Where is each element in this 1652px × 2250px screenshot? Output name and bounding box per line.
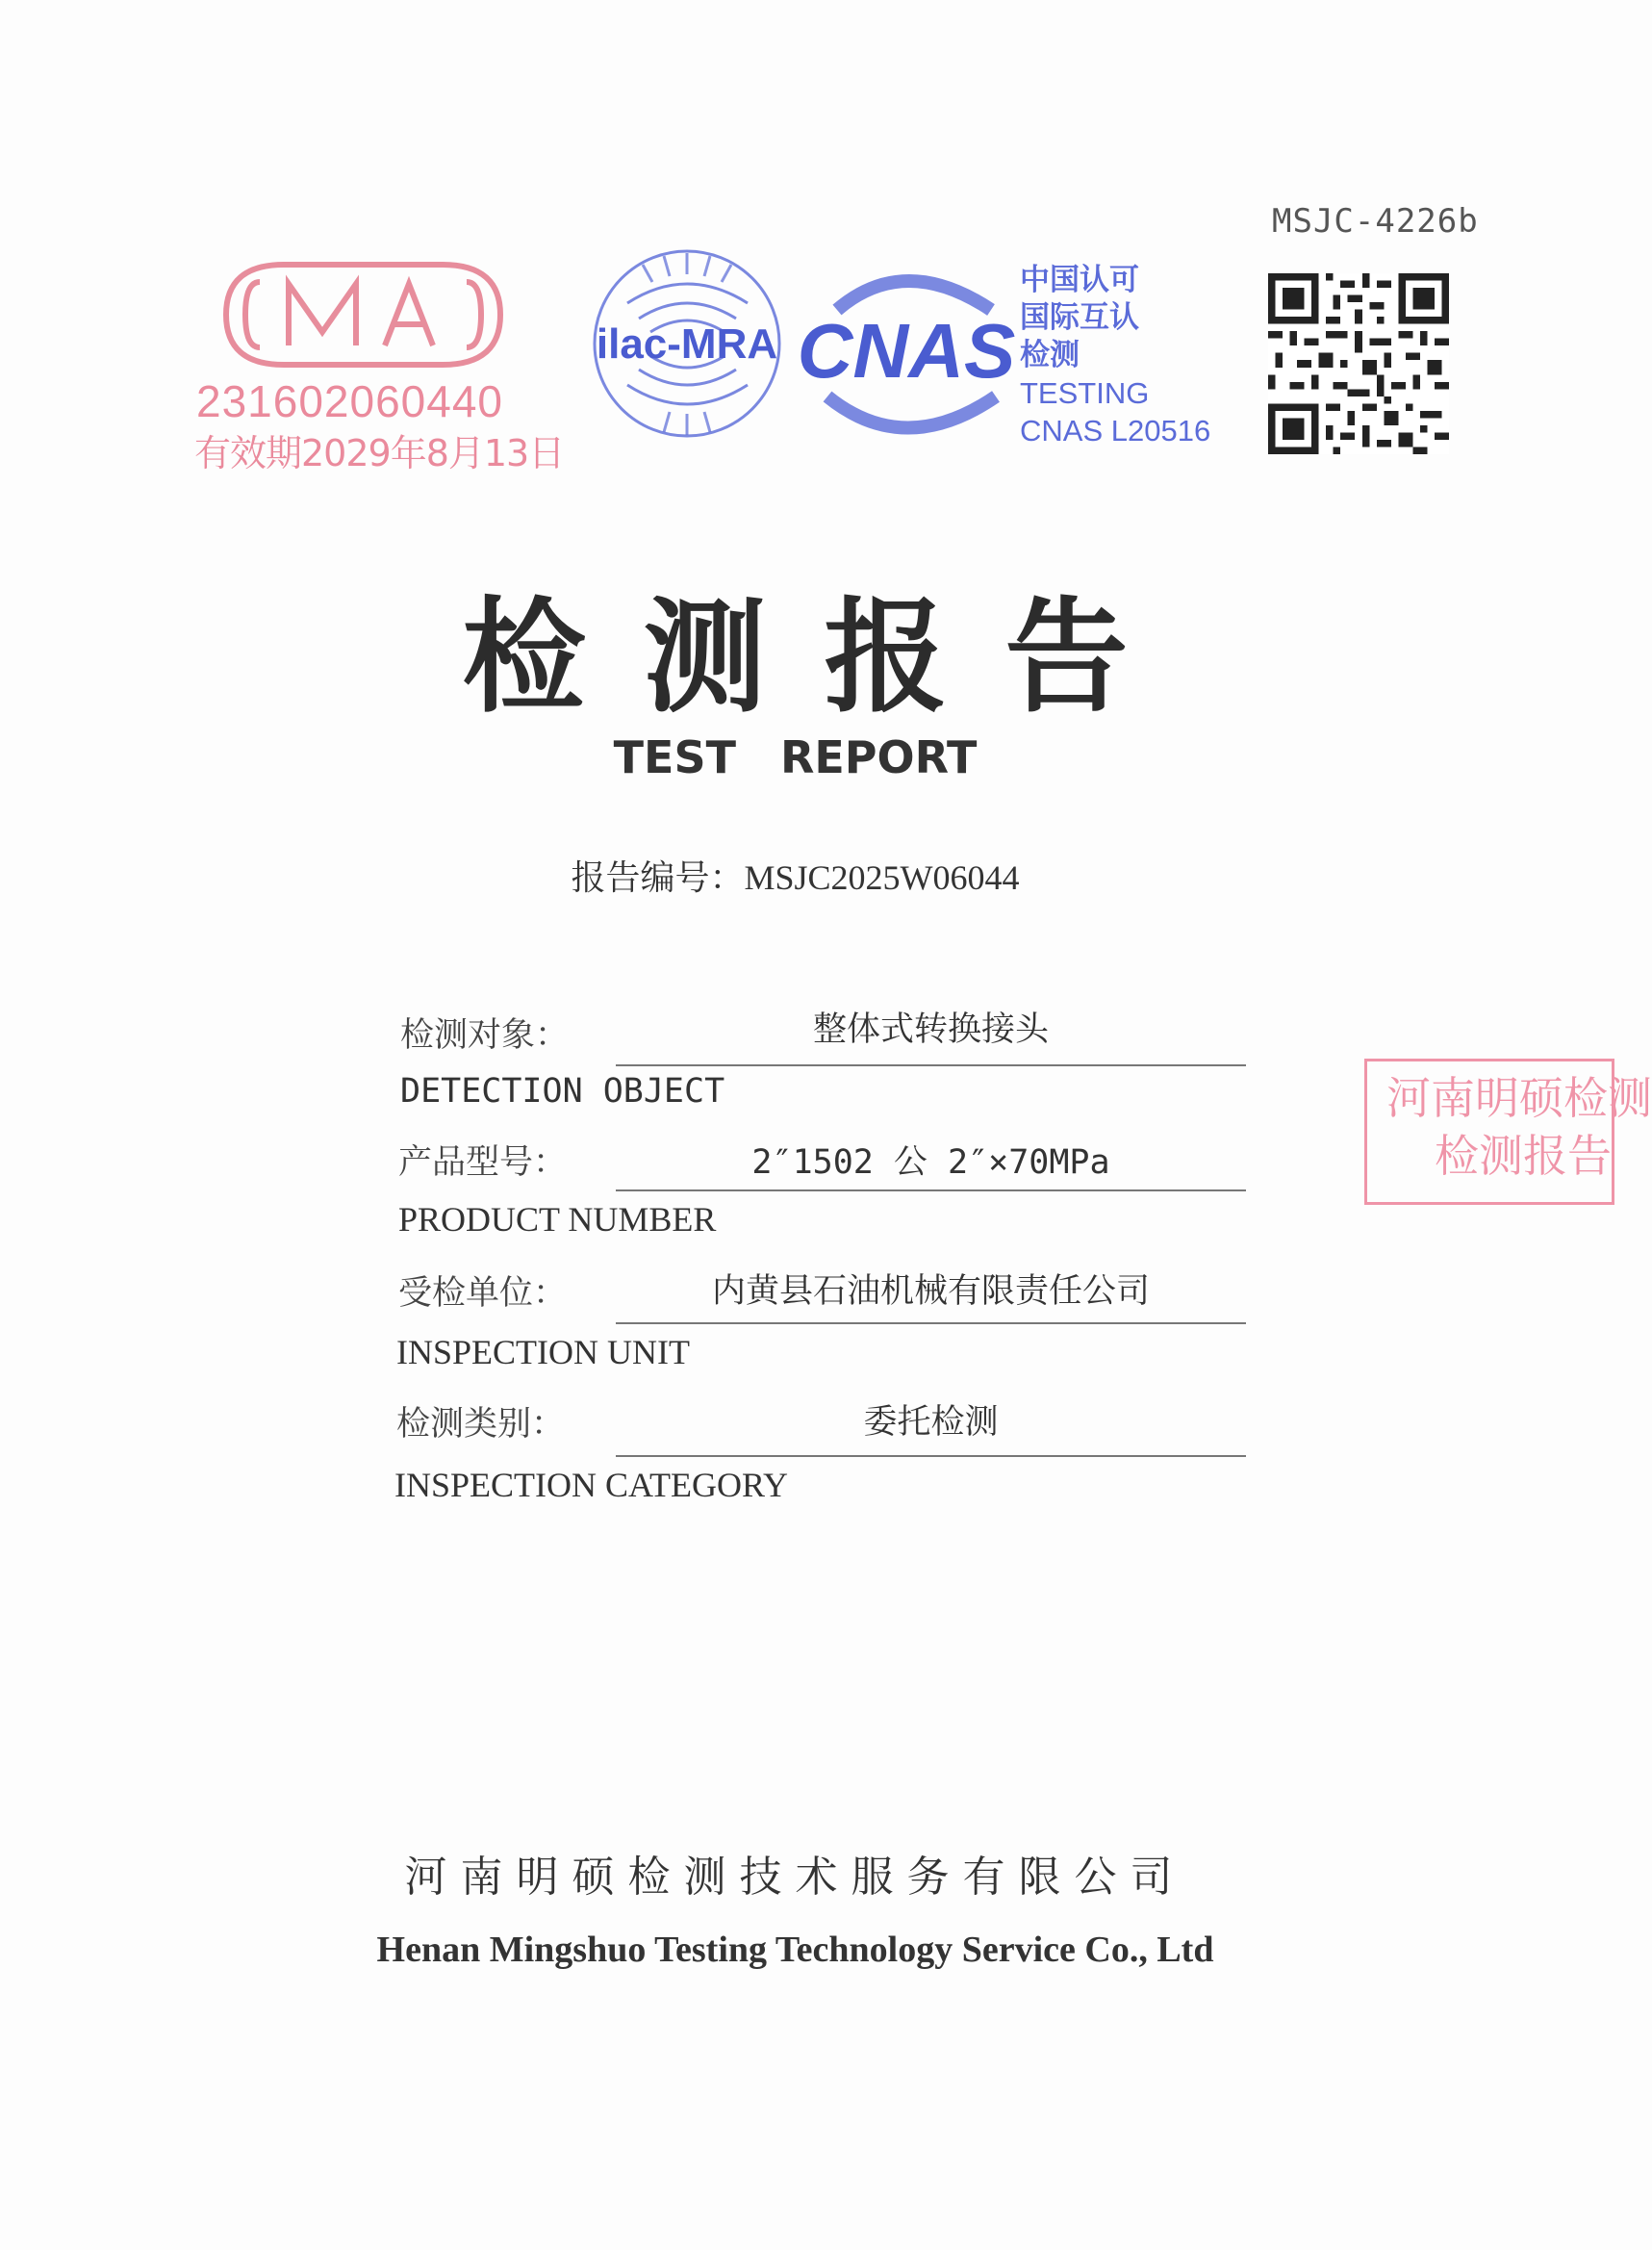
field-value-inspection-category: 委托检测 (863, 1403, 999, 1442)
field-underline (616, 1455, 1246, 1457)
field-label-product-number: 产品型号： (398, 1143, 568, 1182)
field-en-product-number: PRODUCT NUMBER (398, 1200, 717, 1239)
report-number-label: 报告编号： (571, 858, 745, 898)
field-value-product-number: 2″1502 公 2″×70MPa (751, 1143, 1110, 1182)
field-underline (616, 1064, 1246, 1066)
seal-line-2: 检测报告 (1435, 1130, 1612, 1182)
field-en-detection-object: DETECTION OBJECT (400, 1072, 725, 1111)
field-value-detection-object: 整体式转换接头 (812, 1010, 1049, 1049)
field-en-inspection-category: INSPECTION CATEGORY (394, 1466, 789, 1504)
field-label-inspection-unit: 受检单位： (398, 1274, 568, 1313)
report-number-value: MSJC2025W06044 (744, 858, 1020, 897)
document-code: MSJC-4226b (1272, 202, 1479, 241)
cnas-line-3: 检测 (1020, 338, 1080, 372)
company-seal-stamp (1364, 1059, 1652, 1205)
cma-certificate-number: 231602060440 (196, 376, 503, 426)
report-title-en: TEST REPORT (613, 731, 978, 783)
seal-line-1: 河南明硕检测 (1386, 1072, 1652, 1124)
field-label-detection-object: 检测对象： (400, 1016, 570, 1055)
ilac-mra-icon (589, 245, 786, 443)
report-title-cn: 检测报告 (462, 585, 1186, 729)
cma-validity: 有效期2029年8月13日 (194, 432, 565, 474)
field-value-inspection-unit: 内黄县石油机械有限责任公司 (711, 1272, 1150, 1311)
qr-code-icon (1268, 271, 1449, 456)
cnas-line-4: TESTING (1020, 376, 1150, 410)
cnas-logo-icon (799, 271, 1015, 435)
cnas-text: CNAS (797, 308, 1016, 394)
cnas-line-2: 国际互认 (1020, 300, 1139, 335)
cnas-line-1: 中国认可 (1020, 263, 1139, 297)
field-underline (616, 1189, 1246, 1191)
field-underline (616, 1322, 1246, 1324)
cnas-line-5: CNAS L20516 (1020, 414, 1211, 447)
field-en-inspection-unit: INSPECTION UNIT (396, 1333, 690, 1371)
cnas-accreditation-text (1020, 262, 1210, 449)
report-number (0, 851, 1590, 900)
ilac-text: ilac-MRA (596, 320, 778, 368)
field-label-inspection-category: 检测类别： (396, 1405, 566, 1444)
company-name-cn: 河南明硕检测技术服务有限公司 (404, 1853, 1186, 1902)
company-name-en: Henan Mingshuo Testing Technology Service Co., Ltd (376, 1930, 1214, 1970)
